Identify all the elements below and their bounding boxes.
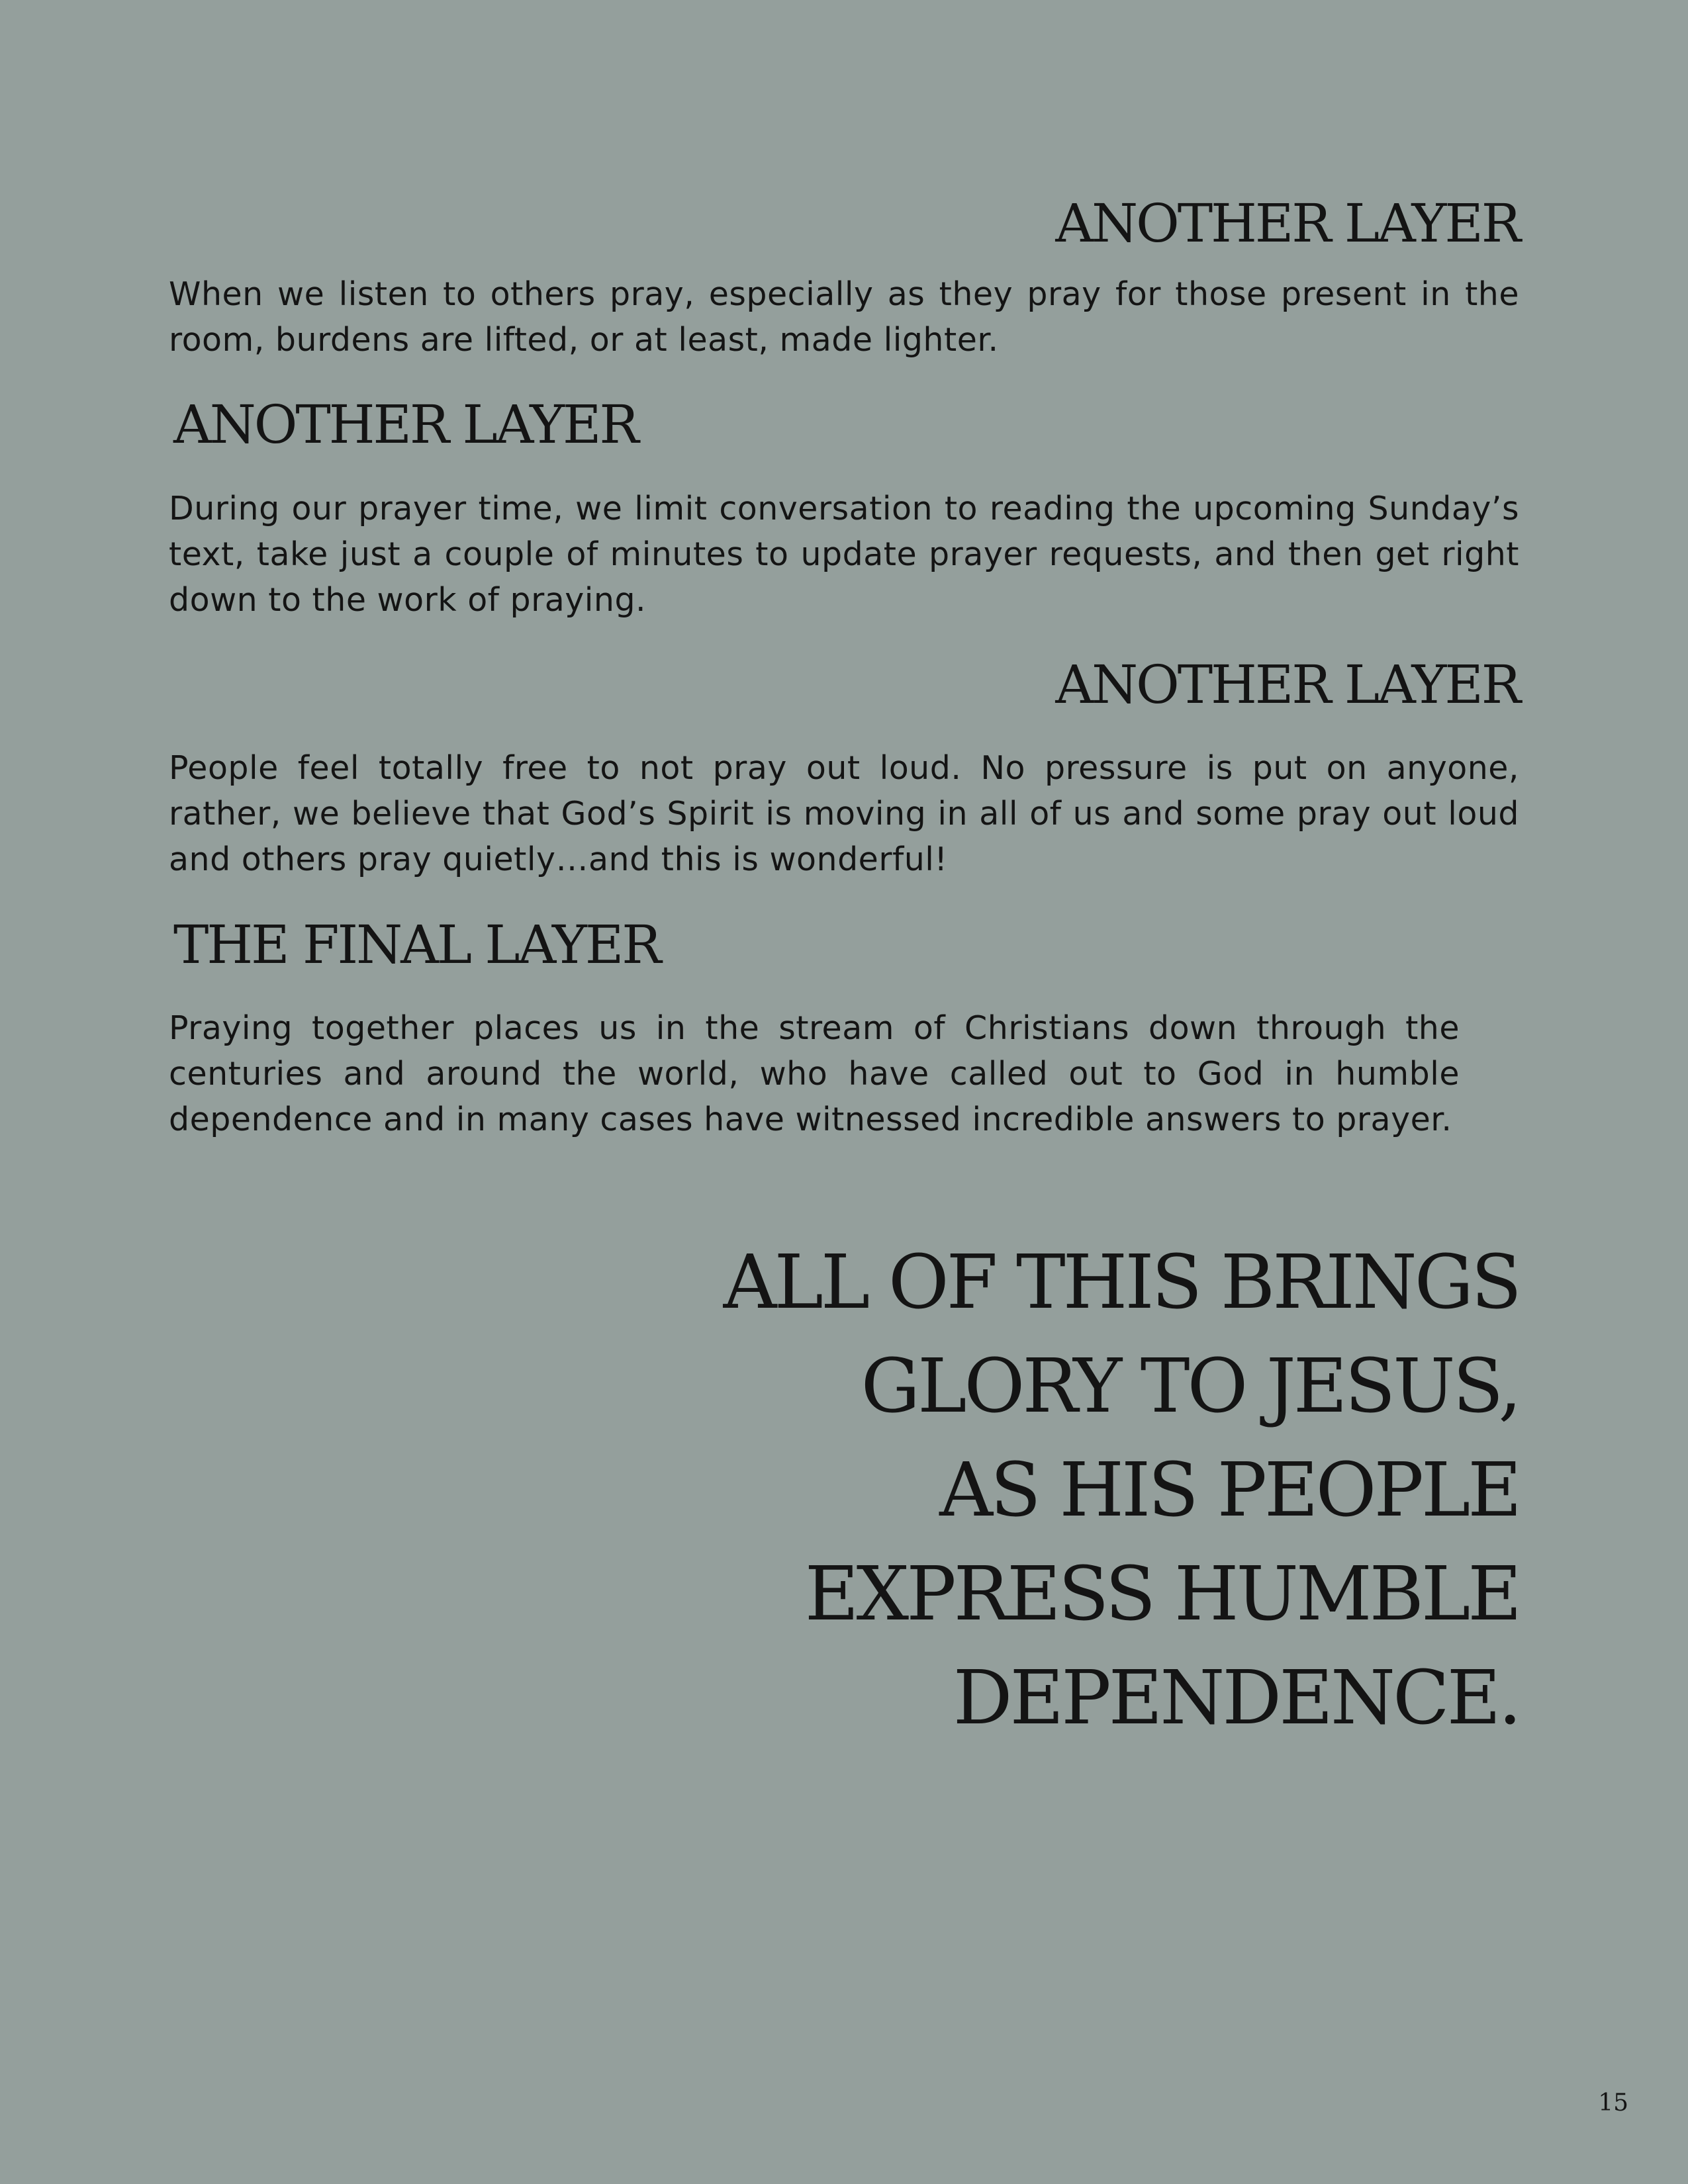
page-number: 15 [1598,2089,1628,2116]
section-heading-2: ANOTHER LAYER [173,394,637,455]
pull-quote-line-1: ALL OF THIS BRINGS [723,1240,1519,1326]
section-body-3: People feel totally free to not pray out loud. No pressure is put on anyone, rather, we believe that God’s Spirit is moving in all of us and some pray out loud and others pray quietly…and this is wonderful! [169,749,1519,878]
section-heading-1: ANOTHER LAYER [1055,193,1519,254]
section-body-4: Praying together places us in the stream of Christians down through the centuries and around the world, who have called out to God in humble dependence and in many cases have witnessed incredible answers to prayer. [169,1009,1460,1138]
section-body-2: During our prayer time, we limit conversation to reading the upcoming Sunday’s text, take just a couple of minutes to update prayer requests, and then get right down to the work of praying. [169,490,1519,619]
pull-quote-line-3: AS HIS PEOPLE [939,1447,1519,1533]
section-heading-4: THE FINAL LAYER [173,914,660,976]
section-body-1: When we listen to others pray, especially as they pray for those present in the room, burdens are lifted, or at least, made lighter. [169,275,1519,359]
pull-quote-line-5: DEPENDENCE. [953,1655,1519,1741]
section-heading-3: ANOTHER LAYER [1055,654,1519,715]
pull-quote [592,1231,1519,1751]
pull-quote-line-2: GLORY TO JESUS, [861,1343,1519,1430]
pull-quote-line-4: EXPRESS HUMBLE [804,1551,1519,1637]
